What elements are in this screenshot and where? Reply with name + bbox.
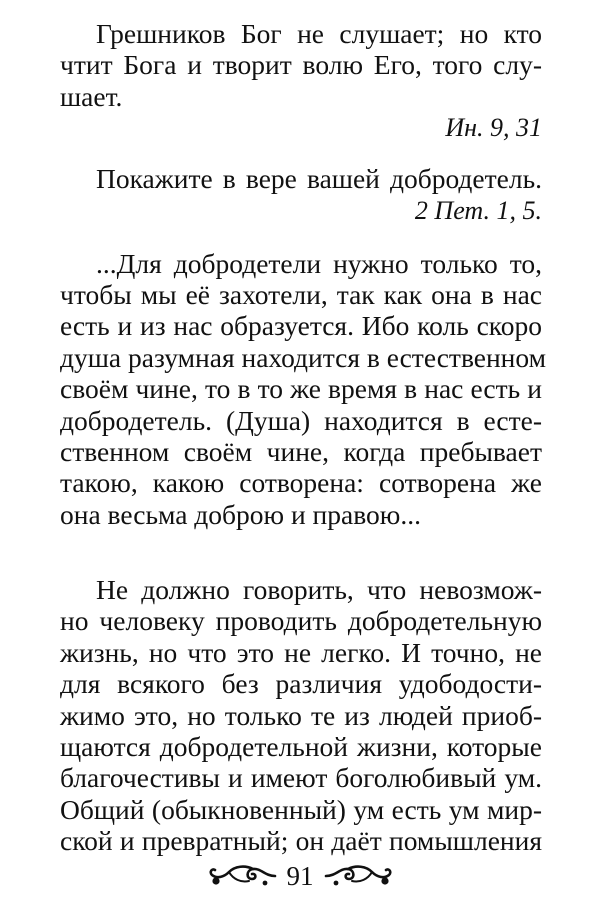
text-line: своём чине, то в то же время в нас есть и	[60, 373, 542, 405]
quote-line: чтит Бога и творит волю Его, того слу-	[60, 49, 542, 81]
epigraph-quote-1	[60, 18, 542, 143]
text-line: добродетель. (Душа) находится в есте-	[60, 404, 542, 436]
text-line: но человеку проводить добродетельную	[60, 605, 542, 637]
page-footer	[0, 856, 600, 896]
text-line: есть и из нас образуется. Ибо коль скоро	[60, 310, 542, 342]
page-number: 91	[286, 860, 314, 891]
text-line: для всякого без различия удободости-	[60, 668, 542, 700]
paragraph-1	[60, 247, 547, 531]
text-line: такою, какою сотворена: сотворена же	[60, 467, 542, 499]
quote-line: Грешников Бог не слушает; но кто	[96, 18, 542, 49]
text-line: жимо это, но только те из людей приоб-	[60, 699, 542, 731]
quote-line: Покажите в вере вашей добродетель.	[96, 163, 542, 195]
text-line: Не должно говорить, что невозмож-	[96, 574, 542, 606]
text-line: ской и превратный; он даёт помышления	[60, 825, 542, 857]
epigraph-quote-2	[60, 163, 542, 225]
book-page	[60, 18, 547, 857]
paragraph-2	[60, 574, 542, 857]
text-line: щаются добродетельной жизни, которые	[60, 731, 542, 763]
scripture-reference: Ин. 9, 31	[445, 113, 542, 143]
scripture-reference: 2 Пет. 1, 5.	[414, 195, 542, 225]
text-line: ...Для добродетели нужно только то,	[96, 247, 542, 279]
text-line: жизнь, но что это не легко. И точно, не	[60, 636, 542, 668]
text-line: она весьма доброю и правою...	[60, 498, 421, 530]
quote-line: шает.	[60, 80, 123, 112]
text-line: ственном своём чине, когда пребывает	[60, 435, 542, 467]
text-line: чтобы мы её захотели, так как она в нас	[60, 278, 542, 310]
text-line: душа разумная находится в естественном	[60, 341, 547, 373]
text-line: благочестивы и имеют боголюбивый ум.	[60, 762, 542, 794]
text-line: Общий (обыкновенный) ум есть ум мир-	[60, 793, 542, 825]
scroll-ornament-right-icon	[324, 863, 396, 889]
scroll-ornament-left-icon	[205, 863, 277, 889]
